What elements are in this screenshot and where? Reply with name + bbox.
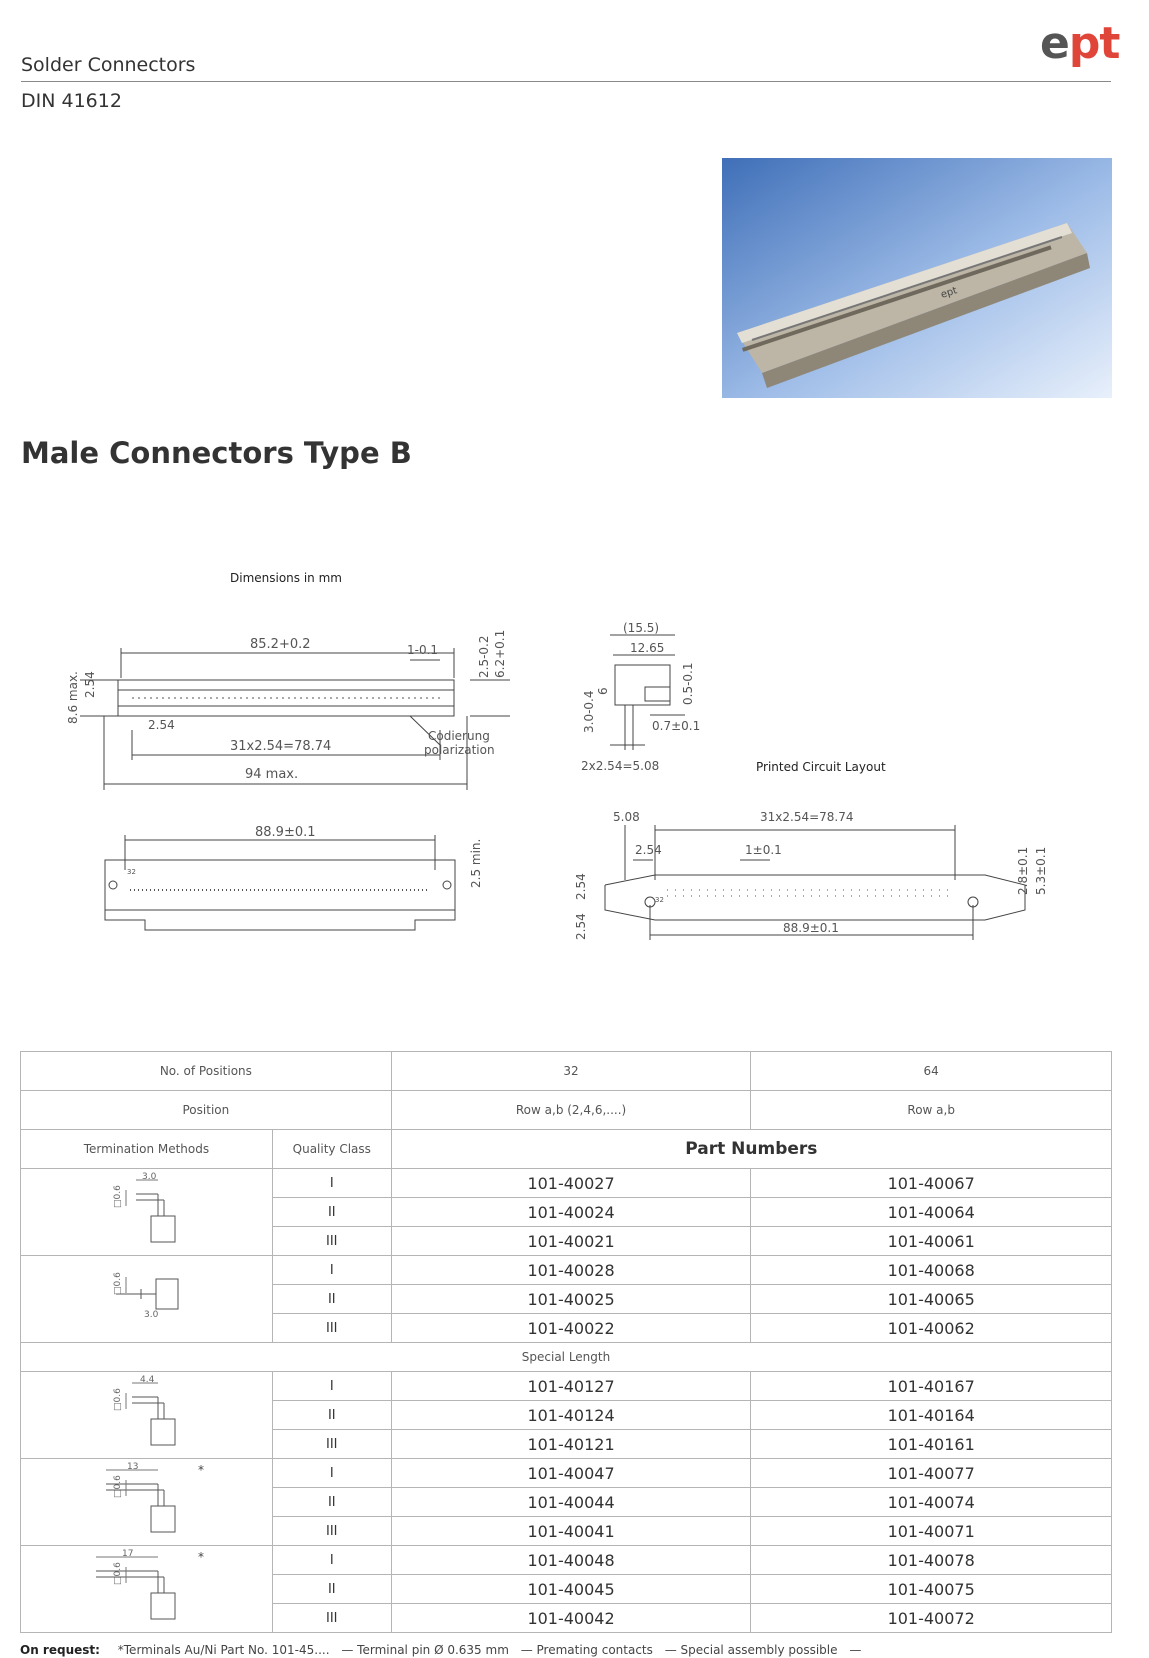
position-label: Position [21,1091,392,1130]
pcb-dim-r2: 5.3±0.1 [1034,846,1048,895]
pcb-dim-row-b: 2.54 [574,913,588,940]
pcb-dim-hole: 1±0.1 [745,843,782,857]
part-number-32: 101-40045 [391,1575,751,1604]
part-number-64: 101-40065 [751,1285,1112,1314]
quality-class: II [272,1198,391,1227]
table-row [21,1546,1112,1575]
footer-item: — Premating contacts [520,1643,653,1657]
bottom-pin-number: 32 [127,868,136,876]
front-dim-total: 94 max. [245,767,299,782]
pcb-dim-span: 31x2.54=78.74 [760,810,854,824]
part-number-32: 101-40044 [391,1488,751,1517]
part-number-64: 101-40164 [751,1401,1112,1430]
special-length-label: Special Length [21,1343,1112,1372]
group-1 [21,1256,1112,1343]
group-3 [21,1459,1112,1546]
termination-dim-top: 4.4 [140,1375,155,1385]
quality-class: III [272,1517,391,1546]
side-view-drawing [555,615,735,785]
doc-title: Solder Connectors [21,54,196,76]
bottom-view-drawing [95,820,495,940]
group-0 [21,1169,1112,1256]
part-number-64: 101-40071 [751,1517,1112,1546]
part-number-64: 101-40074 [751,1488,1112,1517]
termination-dim-top: 13 [127,1462,139,1472]
part-number-64: 101-40061 [751,1227,1112,1256]
bottom-dim-width: 88.9±0.1 [255,825,316,840]
termination-dim-side: □0.6 [113,1388,124,1411]
side-dim-h2: 6 [596,687,610,695]
side-dim-h1: 3.0-0.4 [582,690,596,733]
quality-class: III [272,1604,391,1633]
pcb-layout-label: Printed Circuit Layout [756,760,886,774]
table-row [21,1459,1112,1488]
part-number-64: 101-40078 [751,1546,1112,1575]
part-number-32: 101-40047 [391,1459,751,1488]
pcb-dim-pitch: 2.54 [635,843,662,857]
quality-class: I [272,1256,391,1285]
header-row-position [21,1091,1112,1130]
col-32-header: 32 [391,1052,751,1091]
part-number-64: 101-40064 [751,1198,1112,1227]
termination-dim-top: 17 [122,1549,134,1559]
quality-class: II [272,1488,391,1517]
group-2 [21,1372,1112,1459]
quality-class: II [272,1285,391,1314]
col-64-header: 64 [751,1052,1112,1091]
termination-dim-side: □0.6 [113,1475,124,1498]
termination-dim-side: □0.6 [113,1185,124,1208]
pcb-layout-drawing [555,800,1065,950]
quality-class: I [272,1372,391,1401]
termination-icon [86,1462,206,1538]
part-number-32: 101-40028 [391,1256,751,1285]
table-row [21,1256,1112,1285]
polarization-de: Codierung [428,729,490,743]
group-4 [21,1546,1112,1633]
part-number-32: 101-40022 [391,1314,751,1343]
polarization-en: polarization [424,743,495,757]
footer-item: — Terminal pin Ø 0.635 mm [341,1643,509,1657]
part-number-32: 101-40124 [391,1401,751,1430]
side-dim-rows: 2x2.54=5.08 [581,759,660,773]
special-length-row [21,1343,1112,1372]
front-dim-right-a: 2.5-0.2 [477,635,491,678]
termination-icon [86,1375,206,1451]
termination-dim-top: 3.0 [142,1172,157,1182]
logo-e: e [1040,18,1069,69]
part-number-64: 101-40167 [751,1372,1112,1401]
header-divider [21,81,1111,82]
part-number-64: 101-40077 [751,1459,1112,1488]
part-number-32: 101-40021 [391,1227,751,1256]
termination-method-cell [21,1546,273,1633]
side-dim-outer: (15.5) [623,621,660,635]
quality-class: I [272,1459,391,1488]
front-dim-offset: 1-0.1 [407,643,439,657]
footer-label: On request: [20,1643,100,1657]
part-number-64: 101-40067 [751,1169,1112,1198]
pcb-dim-width: 88.9±0.1 [783,921,839,935]
table-row [21,1169,1112,1198]
part-number-32: 101-40041 [391,1517,751,1546]
part-number-64: 101-40161 [751,1430,1112,1459]
front-dim-pitch: 2.54 [148,718,175,732]
front-dim-span: 31x2.54=78.74 [230,739,332,754]
quality-class: II [272,1575,391,1604]
side-dim-h3: 0.5-0.1 [681,662,695,705]
ept-logo [1040,18,1119,69]
front-dim-right-b: 6.2+0.1 [493,629,507,678]
dimensions-label: Dimensions in mm [230,571,342,585]
footer-item: — Special assembly possible [664,1643,838,1657]
front-dim-row-pitch: 2.54 [83,671,97,698]
footer-note [20,1643,869,1657]
quality-class: I [272,1169,391,1198]
termination-method-cell [21,1169,273,1256]
termination-label: Termination Methods [21,1130,273,1169]
pcb-dim-row-a: 2.54 [574,873,588,900]
position-32: Row a,b (2,4,6,....) [391,1091,751,1130]
side-dim-pin: 0.7±0.1 [652,719,701,733]
part-number-32: 101-40042 [391,1604,751,1633]
header-row-positions [21,1052,1112,1091]
part-number-64: 101-40068 [751,1256,1112,1285]
table-row [21,1372,1112,1401]
termination-method-cell [21,1459,273,1546]
front-dim-width [250,637,311,652]
termination-icon [86,1172,206,1248]
bottom-dim-min: 2.5 min. [469,838,483,888]
quality-label: Quality Class [272,1130,391,1169]
part-numbers-label: Part Numbers [391,1130,1111,1169]
part-number-32: 101-40027 [391,1169,751,1198]
part-number-64: 101-40062 [751,1314,1112,1343]
header-row-columns [21,1130,1112,1169]
front-dim-height-max: 8.6 max. [66,671,80,724]
parts-table [20,1051,1112,1633]
termination-star: * [198,1463,205,1477]
svg-text:ept: ept [939,285,959,301]
part-number-32: 101-40024 [391,1198,751,1227]
quality-class: I [272,1546,391,1575]
termination-dim-top: 3.0 [144,1310,159,1320]
quality-class: III [272,1430,391,1459]
footer-item: — [849,1643,862,1657]
part-number-32: 101-40048 [391,1546,751,1575]
termination-icon [86,1259,206,1335]
pcb-pin-number: 32 [655,896,664,904]
termination-method-cell [21,1372,273,1459]
logo-pt: pt [1068,18,1120,69]
termination-icon [86,1549,206,1625]
pcb-dim-offset: 5.08 [613,810,640,824]
quality-class: III [272,1227,391,1256]
side-dim-inner: 12.65 [630,641,665,655]
part-number-32: 101-40127 [391,1372,751,1401]
part-number-64: 101-40072 [751,1604,1112,1633]
part-number-64: 101-40075 [751,1575,1112,1604]
part-number-32: 101-40025 [391,1285,751,1314]
svg-text:85.2+0.2: 85.2+0.2 [250,637,311,652]
quality-class: II [272,1401,391,1430]
pcb-dim-r1: 2.8±0.1 [1016,846,1030,895]
positions-label: No. of Positions [21,1052,392,1091]
part-number-32: 101-40121 [391,1430,751,1459]
front-view-drawing [40,620,540,790]
termination-dim-side: □0.6 [113,1562,124,1585]
position-64: Row a,b [751,1091,1112,1130]
termination-dim-side: □0.6 [113,1272,124,1295]
doc-subtitle: DIN 41612 [21,90,122,112]
quality-class: III [272,1314,391,1343]
termination-star: * [198,1550,205,1564]
product-photo [722,158,1112,398]
termination-method-cell [21,1256,273,1343]
footer-item: *Terminals Au/Ni Part No. 101-45.... [117,1643,330,1657]
section-title: Male Connectors Type B [21,436,412,470]
